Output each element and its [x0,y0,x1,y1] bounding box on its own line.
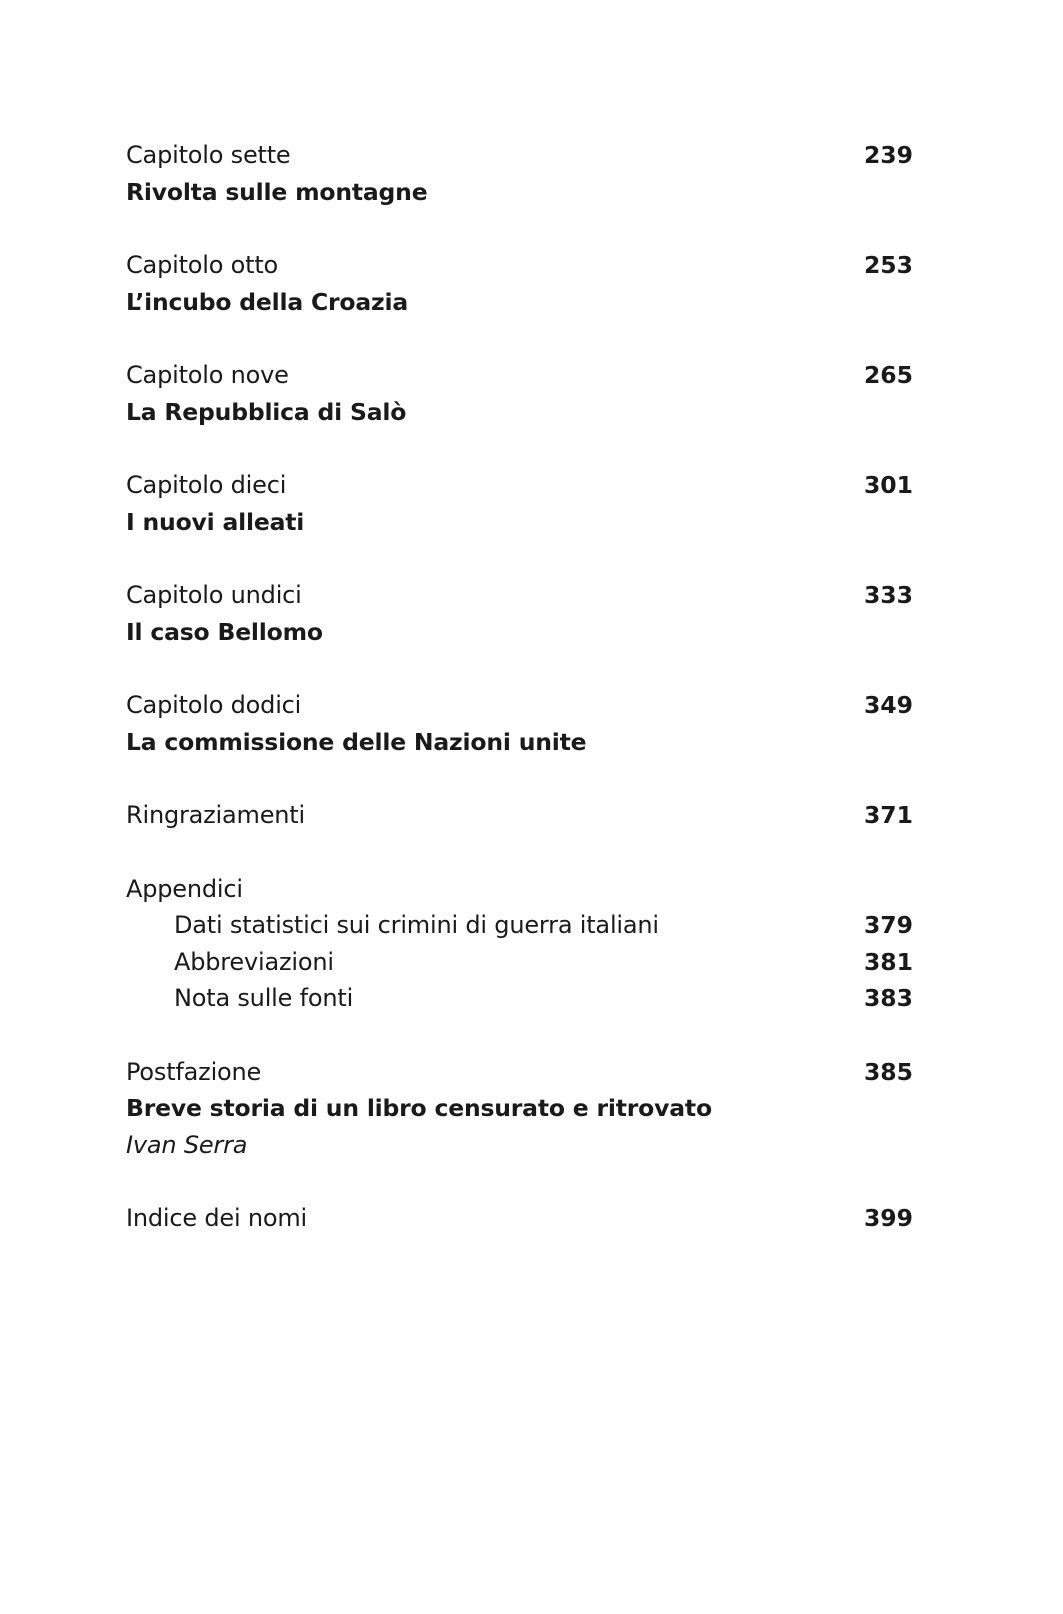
toc-subentry-nota-sulle-fonti[interactable] [126,980,913,1017]
chapter-title: I nuovi alleati [126,507,305,536]
toc-entry-capitolo-dieci[interactable] [126,467,913,540]
section-label: Ringraziamenti [126,801,305,829]
page-number: 333 [863,581,913,609]
subentry-label: Nota sulle fonti [174,984,354,1012]
author-name: Ivan Serra [126,1130,248,1159]
toc-entry-capitolo-otto[interactable] [126,247,913,320]
page-number: 371 [863,801,913,829]
page-number: 265 [863,361,913,389]
toc-entry-capitolo-nove[interactable] [126,357,913,430]
page-number: 379 [863,911,913,939]
toc-subentry-dati-statistici[interactable] [126,907,913,944]
subentry-label: Abbreviazioni [174,947,334,976]
section-title: Breve storia di un libro censurato e ritrovato [126,1094,712,1122]
toc-entry-capitolo-sette[interactable] [126,137,913,210]
chapter-label: Capitolo otto [126,251,279,279]
toc-entry-ringraziamenti[interactable] [126,797,913,834]
toc-subentry-abbreviazioni[interactable] [126,944,913,981]
chapter-label: Capitolo sette [126,141,291,169]
page-number: 349 [863,691,913,719]
chapter-label: Capitolo undici [126,581,302,609]
page-number: 399 [863,1204,913,1232]
toc-entry-capitolo-undici[interactable] [126,577,913,650]
chapter-title: La Repubblica di Salò [126,397,407,426]
chapter-title: Il caso Bellomo [126,617,323,646]
chapter-label: Capitolo dieci [126,471,287,499]
toc-entry-capitolo-dodici[interactable] [126,687,913,760]
section-label: Appendici [126,874,243,903]
chapter-label: Capitolo nove [126,361,289,389]
section-label: Indice dei nomi [126,1204,308,1232]
subentry-label: Dati statistici sui crimini di guerra italiani [174,911,659,939]
page-number: 253 [863,251,913,279]
chapter-title: L’incubo della Croazia [126,287,409,316]
chapter-label: Capitolo dodici [126,691,302,719]
page-number: 301 [863,471,913,499]
chapter-title: Rivolta sulle montagne [126,177,428,206]
page-number: 239 [863,141,913,169]
toc-entry-postfazione[interactable] [126,1054,913,1164]
chapter-title: La commissione delle Nazioni unite [126,727,587,756]
page-number: 385 [863,1057,913,1086]
table-of-contents [126,137,913,1274]
section-label: Postfazione [126,1057,262,1086]
toc-entry-appendici [126,871,913,1017]
page-number: 383 [863,984,913,1012]
page-number: 381 [863,947,913,976]
toc-entry-indice-dei-nomi[interactable] [126,1200,913,1237]
